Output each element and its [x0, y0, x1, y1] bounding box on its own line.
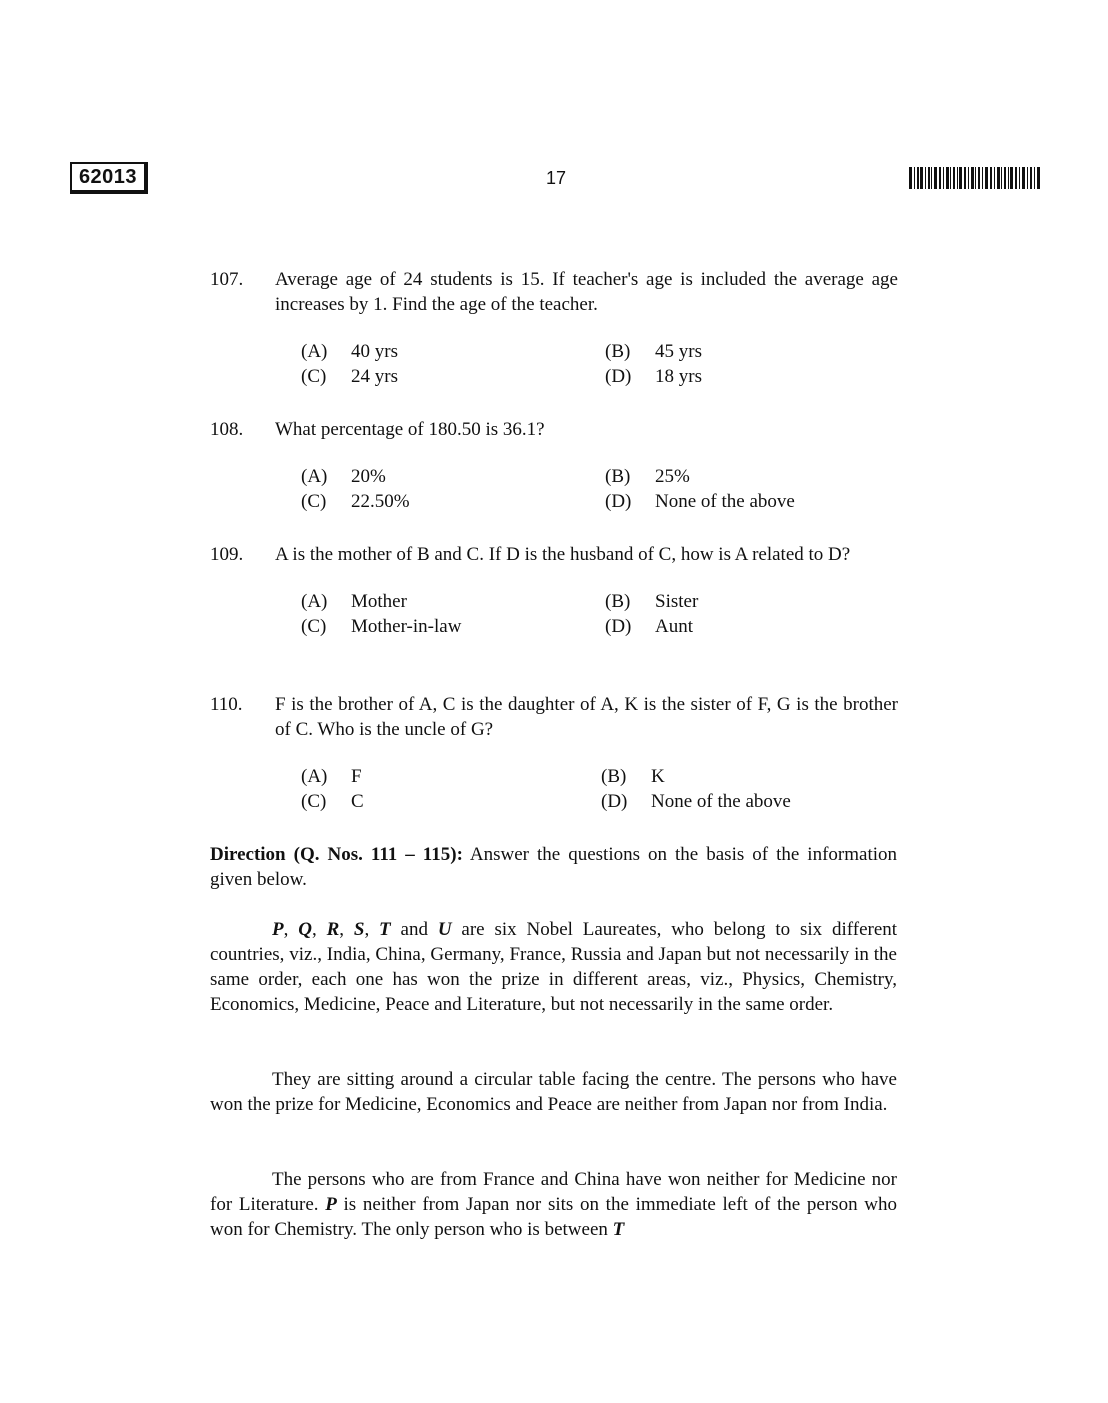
option-a: (A) Mother	[301, 591, 407, 612]
question-text: What percentage of 180.50 is 36.1?	[275, 419, 545, 440]
direction-block	[210, 842, 897, 892]
options	[301, 589, 910, 639]
option-b: (B) K	[601, 766, 665, 787]
question-107	[210, 267, 910, 389]
option-a: (A) 40 yrs	[301, 341, 398, 362]
options	[301, 339, 910, 389]
option-d: (D) 18 yrs	[605, 366, 702, 387]
option-d: (D) None of the above	[605, 491, 795, 512]
name-r: R	[326, 919, 340, 940]
option-a: (A) F	[301, 766, 362, 787]
barcode-icon	[909, 167, 1041, 189]
name-s: S	[353, 919, 365, 940]
direction-text: Answer the questions on the basis of the information given below.	[210, 844, 898, 890]
passage-paragraph-3	[210, 1167, 897, 1242]
option-c: (C) Mother-in-law	[301, 616, 462, 637]
passage-paragraph-2: They are sitting around a circular table facing the centre. The persons who have won the prize for Medicine, Economics and Peace are neither from Japan nor from India.	[210, 1069, 897, 1115]
paragraph-text: The persons who are from France and China have won neither for Medicine nor for Literature.	[210, 1169, 897, 1215]
option-b: (B) 25%	[605, 466, 690, 487]
option-c: (C) 24 yrs	[301, 366, 398, 387]
option-a: (A) 20%	[301, 466, 386, 487]
question-number: 110.	[210, 694, 243, 715]
options	[301, 464, 910, 514]
option-b: (B) 45 yrs	[605, 341, 702, 362]
question-109	[210, 542, 910, 639]
paper-code-box: 62013	[70, 162, 148, 194]
direction-heading: Direction (Q. Nos. 111 – 115):	[210, 844, 463, 865]
question-text: A is the mother of B and C. If D is the husband of C, how is A related to D?	[275, 544, 851, 565]
paragraph-text: is neither from Japan nor sits on the immediate left of the person who won for Chemistry. The only person who is between	[210, 1194, 897, 1240]
question-text: Average age of 24 students is 15. If teacher's age is included the average age increases by 1. Find the age of the teacher.	[275, 269, 898, 315]
passage-paragraph-1: P, Q, R, S, T and U are six Nobel Laureates, who belong to six different countries, viz., India, China, Germany, France, Russia and Japan but not necessarily in the same order, each one has won the prize in different areas, viz., Physics, Chemistry, Economics, Medicine, Peace and Literature, but not necessarily in the same order.	[210, 919, 898, 1015]
question-text: F is the brother of A, C is the daughter of A, K is the sister of F, G is the brother of C. Who is the uncle of G?	[275, 694, 898, 740]
option-b: (B) Sister	[605, 591, 699, 612]
conjunction: and	[400, 919, 428, 940]
option-c: (C) C	[301, 791, 364, 812]
name-q: Q	[298, 919, 312, 940]
question-108	[210, 417, 910, 514]
name-t: T	[612, 1219, 625, 1240]
name-p: P	[325, 1194, 337, 1215]
name-t: T	[379, 919, 391, 940]
question-number: 108.	[210, 419, 244, 440]
page-number: 17	[545, 168, 567, 188]
name-u: U	[437, 919, 452, 940]
option-d: (D) None of the above	[601, 791, 791, 812]
paragraph-text: are six Nobel Laureates, who belong to six different countries, viz., India, China, Germany, France, Russia and Japan but not necessarily in the same order, each one has won the prize in different areas, viz., Physics, Chemistry, Economics, Medicine, Peace and Literature, but not necessarily in the same order.	[210, 919, 898, 1015]
name-p: P	[272, 919, 284, 940]
question-number: 107.	[210, 269, 244, 290]
option-d: (D) Aunt	[605, 616, 693, 637]
options	[301, 764, 910, 814]
question-number: 109.	[210, 544, 244, 565]
question-110	[210, 692, 910, 814]
option-c: (C) 22.50%	[301, 491, 410, 512]
